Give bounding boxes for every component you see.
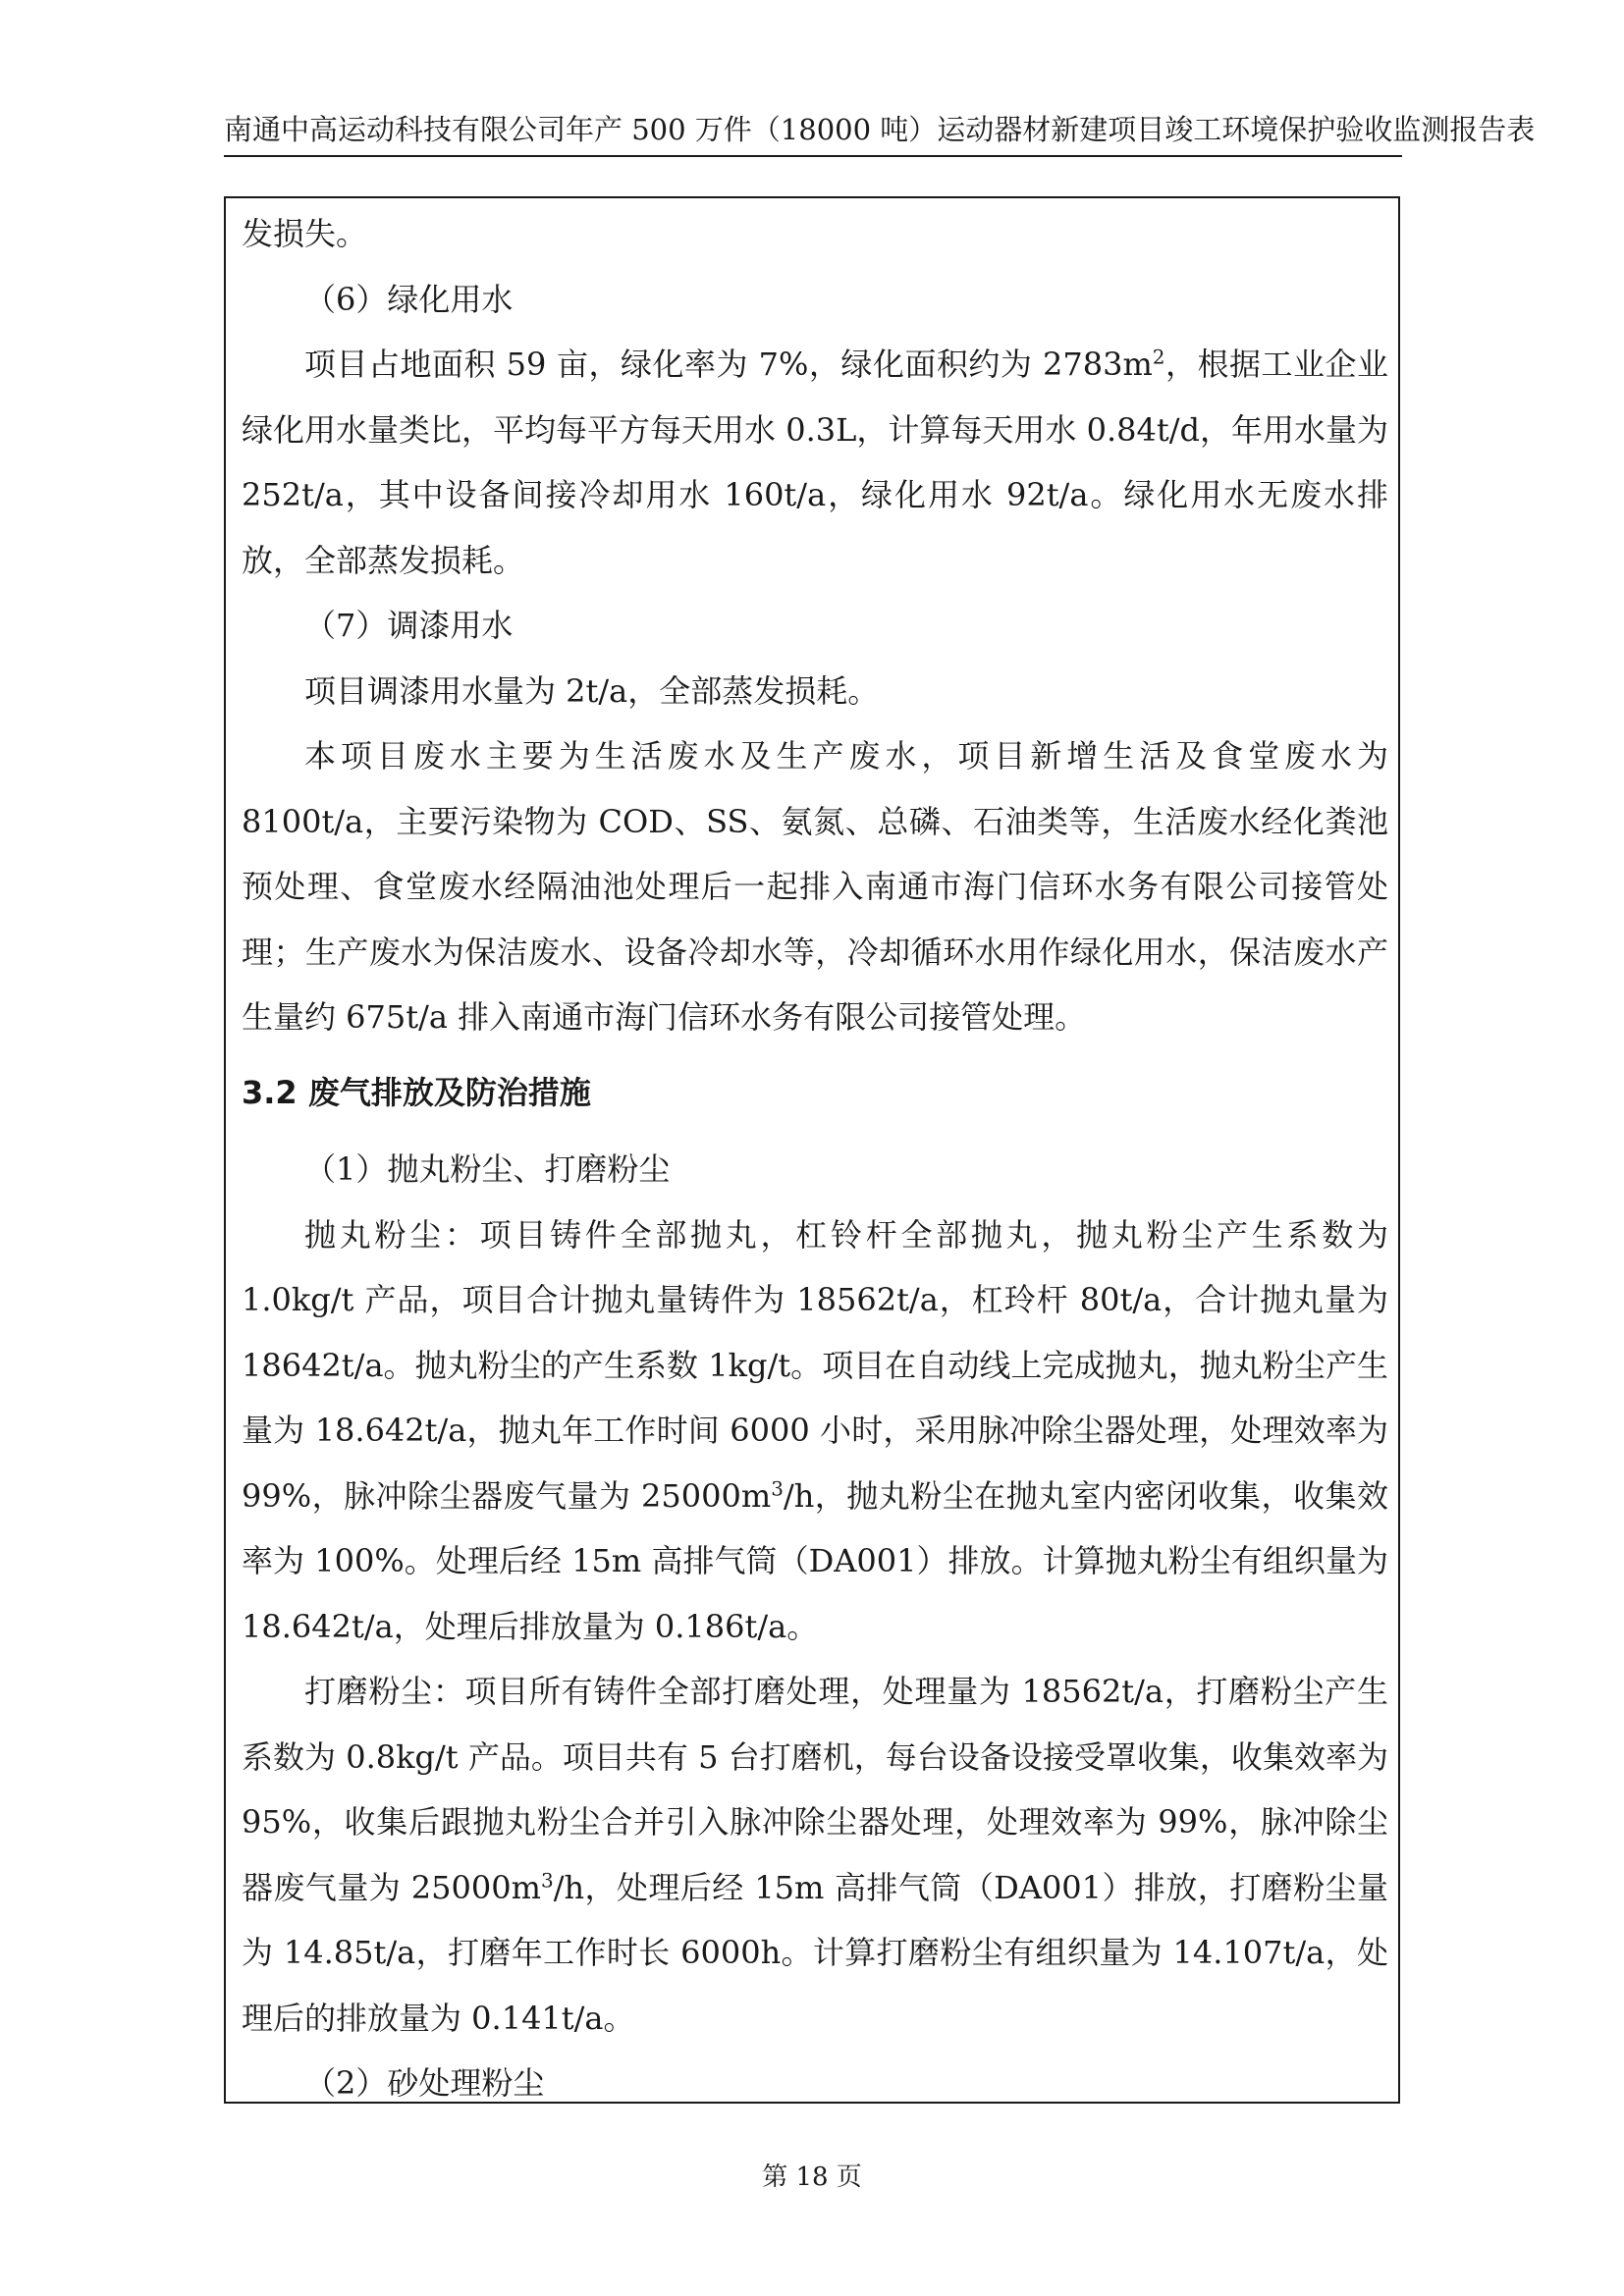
text-segment: /h，抛丸粉尘在抛丸室内密闭收集，收集效率为 100%。处理后经 15m 高排气筒（DA001）排放。计算抛丸粉尘有组织量为 18.642t/a，处理后排放量为 0.186t/a。 xyxy=(242,1476,1388,1645)
text-segment: /h，处理后经 15m 高排气筒（DA001）排放，打磨粉尘量为 14.85t/a，打磨年工作时长 6000h。计算打磨粉尘有组织量为 14.107t/a，处理后的排放量为 0.141t/a。 xyxy=(242,1868,1388,2037)
superscript: 3 xyxy=(771,1475,784,1500)
text-segment: 抛丸粉尘：项目铸件全部抛丸，杠铃杆全部抛丸，抛丸粉尘产生系数为 1.0kg/t 产品，项目合计抛丸量铸件为 18562t/a，杠玲杆 80t/a，合计抛丸量为 18642t/a。抛丸粉尘的产生系数 1kg/t。项目在自动线上完成抛丸，抛丸粉尘产生量为 18.642t/a，抛丸年工作时间 6000 小时，采用脉冲除尘器处理，处理效率为 99%，脉冲除尘器废气量为 25000m xyxy=(242,1215,1388,1515)
superscript: 2 xyxy=(1152,345,1165,369)
header-rule xyxy=(224,155,1402,157)
paragraph-greening-water xyxy=(242,332,1388,593)
page-number: 第 18 页 xyxy=(762,2163,862,2192)
subheading-greening-water: （6）绿化用水 xyxy=(304,280,514,318)
text-segment: 打磨粉尘：项目所有铸件全部打磨处理，处理量为 18562t/a，打磨粉尘产生系数为 0.8kg/t 产品。项目共有 5 台打磨机，每台设备设接受罩收集，收集效率为 95%，收集后跟抛丸粉尘合并引入脉冲除尘器处理，处理效率为 99%，脉冲除尘器废气量为 25000m xyxy=(242,1673,1388,1906)
paragraph-continuation: 发损失。 xyxy=(242,215,368,252)
text-segment: ，根据工业企业绿化用水量类比，平均每平方每天用水 0.3L，计算每天用水 0.84t/d，年用水量为 252t/a，其中设备间接冷却用水 160t/a，绿化用水 92t/a。绿化用水无废水排放，全部蒸发损耗。 xyxy=(242,346,1388,579)
text-segment: 项目占地面积 59 亩，绿化率为 7%，绿化面积约为 2783m xyxy=(304,346,1153,383)
subheading-dust: （1）抛丸粉尘、打磨粉尘 xyxy=(304,1150,671,1188)
document-header: 南通中高运动科技有限公司年产 500 万件（18000 吨）运动器材新建项目竣工环境保护验收监测报告表 xyxy=(224,113,1536,146)
subheading-paint-water: （7）调漆用水 xyxy=(304,607,514,644)
superscript: 3 xyxy=(540,1867,554,1892)
paragraph-wastewater-summary: 本项目废水主要为生活废水及生产废水，项目新增生活及食堂废水为 8100t/a，主要污染物为 COD、SS、氨氮、总磷、石油类等，生活废水经化粪池预处理、食堂废水经隔油池处理后一起排入南通市海门信环水务有限公司接管处理；生产废水为保洁废水、设备冷却水等，冷却循环水用作绿化用水，保洁废水产生量约 675t/a 排入南通市海门信环水务有限公司接管处理。 xyxy=(242,737,1388,1036)
paragraph-shot-blasting-dust xyxy=(242,1202,1388,1660)
paragraph-grinding-dust xyxy=(242,1659,1388,2051)
paragraph-paint-water: 项目调漆用水量为 2t/a，全部蒸发损耗。 xyxy=(304,671,880,710)
page-content xyxy=(242,201,1388,2116)
subheading-sand-dust: （2）砂处理粉尘 xyxy=(304,2064,545,2102)
section-heading-exhaust: 3.2 废气排放及防治措施 xyxy=(242,1073,591,1111)
